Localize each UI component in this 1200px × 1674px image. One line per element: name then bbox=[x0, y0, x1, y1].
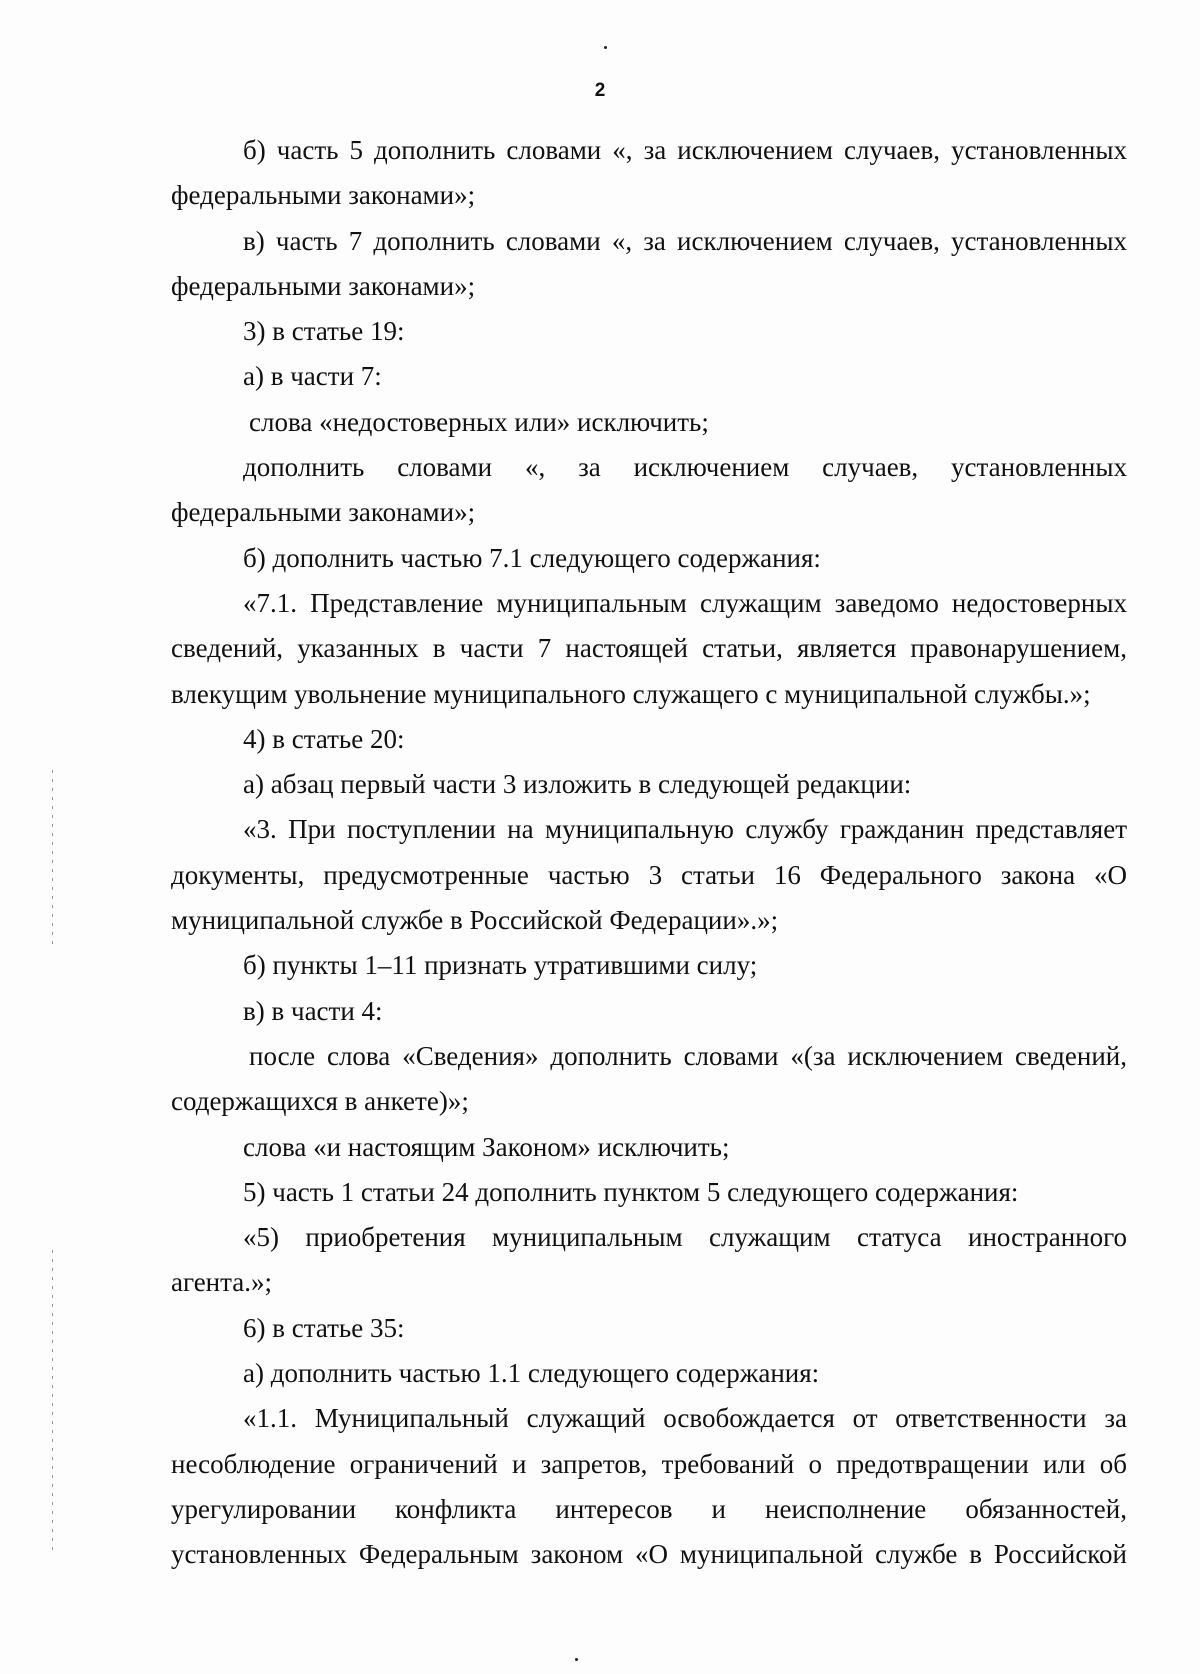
paragraph: 4) в статье 20: bbox=[243, 723, 405, 754]
page-number: 2 bbox=[594, 80, 606, 101]
paragraph: 3) в статье 19: bbox=[243, 316, 405, 347]
paragraph: а) дополнить частью 1.1 следующего содержания: bbox=[243, 1358, 820, 1389]
paragraph: б) дополнить частью 7.1 следующего содержания: bbox=[243, 542, 821, 573]
paragraph: дополнить словами «, за исключением случаев, установленных федеральными законами»; bbox=[171, 452, 1127, 528]
paragraph: «5) приобретения муниципальным служащим статуса иностранного агента.»; bbox=[171, 1222, 1127, 1298]
scan-speck bbox=[575, 1658, 578, 1661]
paragraph: слова «и настоящим Законом» исключить; bbox=[243, 1131, 730, 1162]
scan-edge-mark bbox=[52, 770, 53, 950]
paragraph: б) часть 5 дополнить словами «, за исключением случаев, установленных федеральными законами»; bbox=[171, 135, 1127, 211]
paragraph: а) в части 7: bbox=[243, 361, 382, 392]
paragraph: в) в части 4: bbox=[243, 995, 383, 1026]
paragraph: «1.1. Муниципальный служащий освобождается от ответственности за несоблюдение ограничений и запретов, требований о предотвращении или об урегулировании конфликта интересов и неисполнение обязанностей, установленных Федеральным законом «О муниципальной службе в Российской bbox=[171, 1403, 1127, 1570]
document-body bbox=[171, 128, 1127, 1578]
scan-speck bbox=[604, 46, 607, 49]
scan-edge-mark bbox=[52, 1250, 53, 1550]
paragraph: слова «недостоверных или» исключить; bbox=[249, 406, 709, 437]
paragraph: б) пункты 1–11 признать утратившими силу; bbox=[243, 950, 758, 981]
paragraph: а) абзац первый части 3 изложить в следующей редакции: bbox=[243, 769, 912, 800]
paragraph: «7.1. Представление муниципальным служащим заведомо недостоверных сведений, указанных в части 7 настоящей статьи, является правонарушением, влекущим увольнение муниципального служащего с муниципальной службы.»; bbox=[171, 587, 1127, 709]
paragraph: после слова «Сведения» дополнить словами «(за исключением сведений, содержащихся в анкете)»; bbox=[171, 1040, 1127, 1117]
paragraph: «3. При поступлении на муниципальную службу гражданин представляет документы, предусмотренные частью 3 статьи 16 Федерального закона «О муниципальной службе в Российской Федерации».»; bbox=[171, 814, 1127, 936]
paragraph: 5) часть 1 статьи 24 дополнить пунктом 5 следующего содержания: bbox=[243, 1176, 1019, 1207]
paragraph: 6) в статье 35: bbox=[243, 1312, 405, 1343]
paragraph: в) часть 7 дополнить словами «, за исключением случаев, установленных федеральными законами»; bbox=[171, 225, 1127, 301]
